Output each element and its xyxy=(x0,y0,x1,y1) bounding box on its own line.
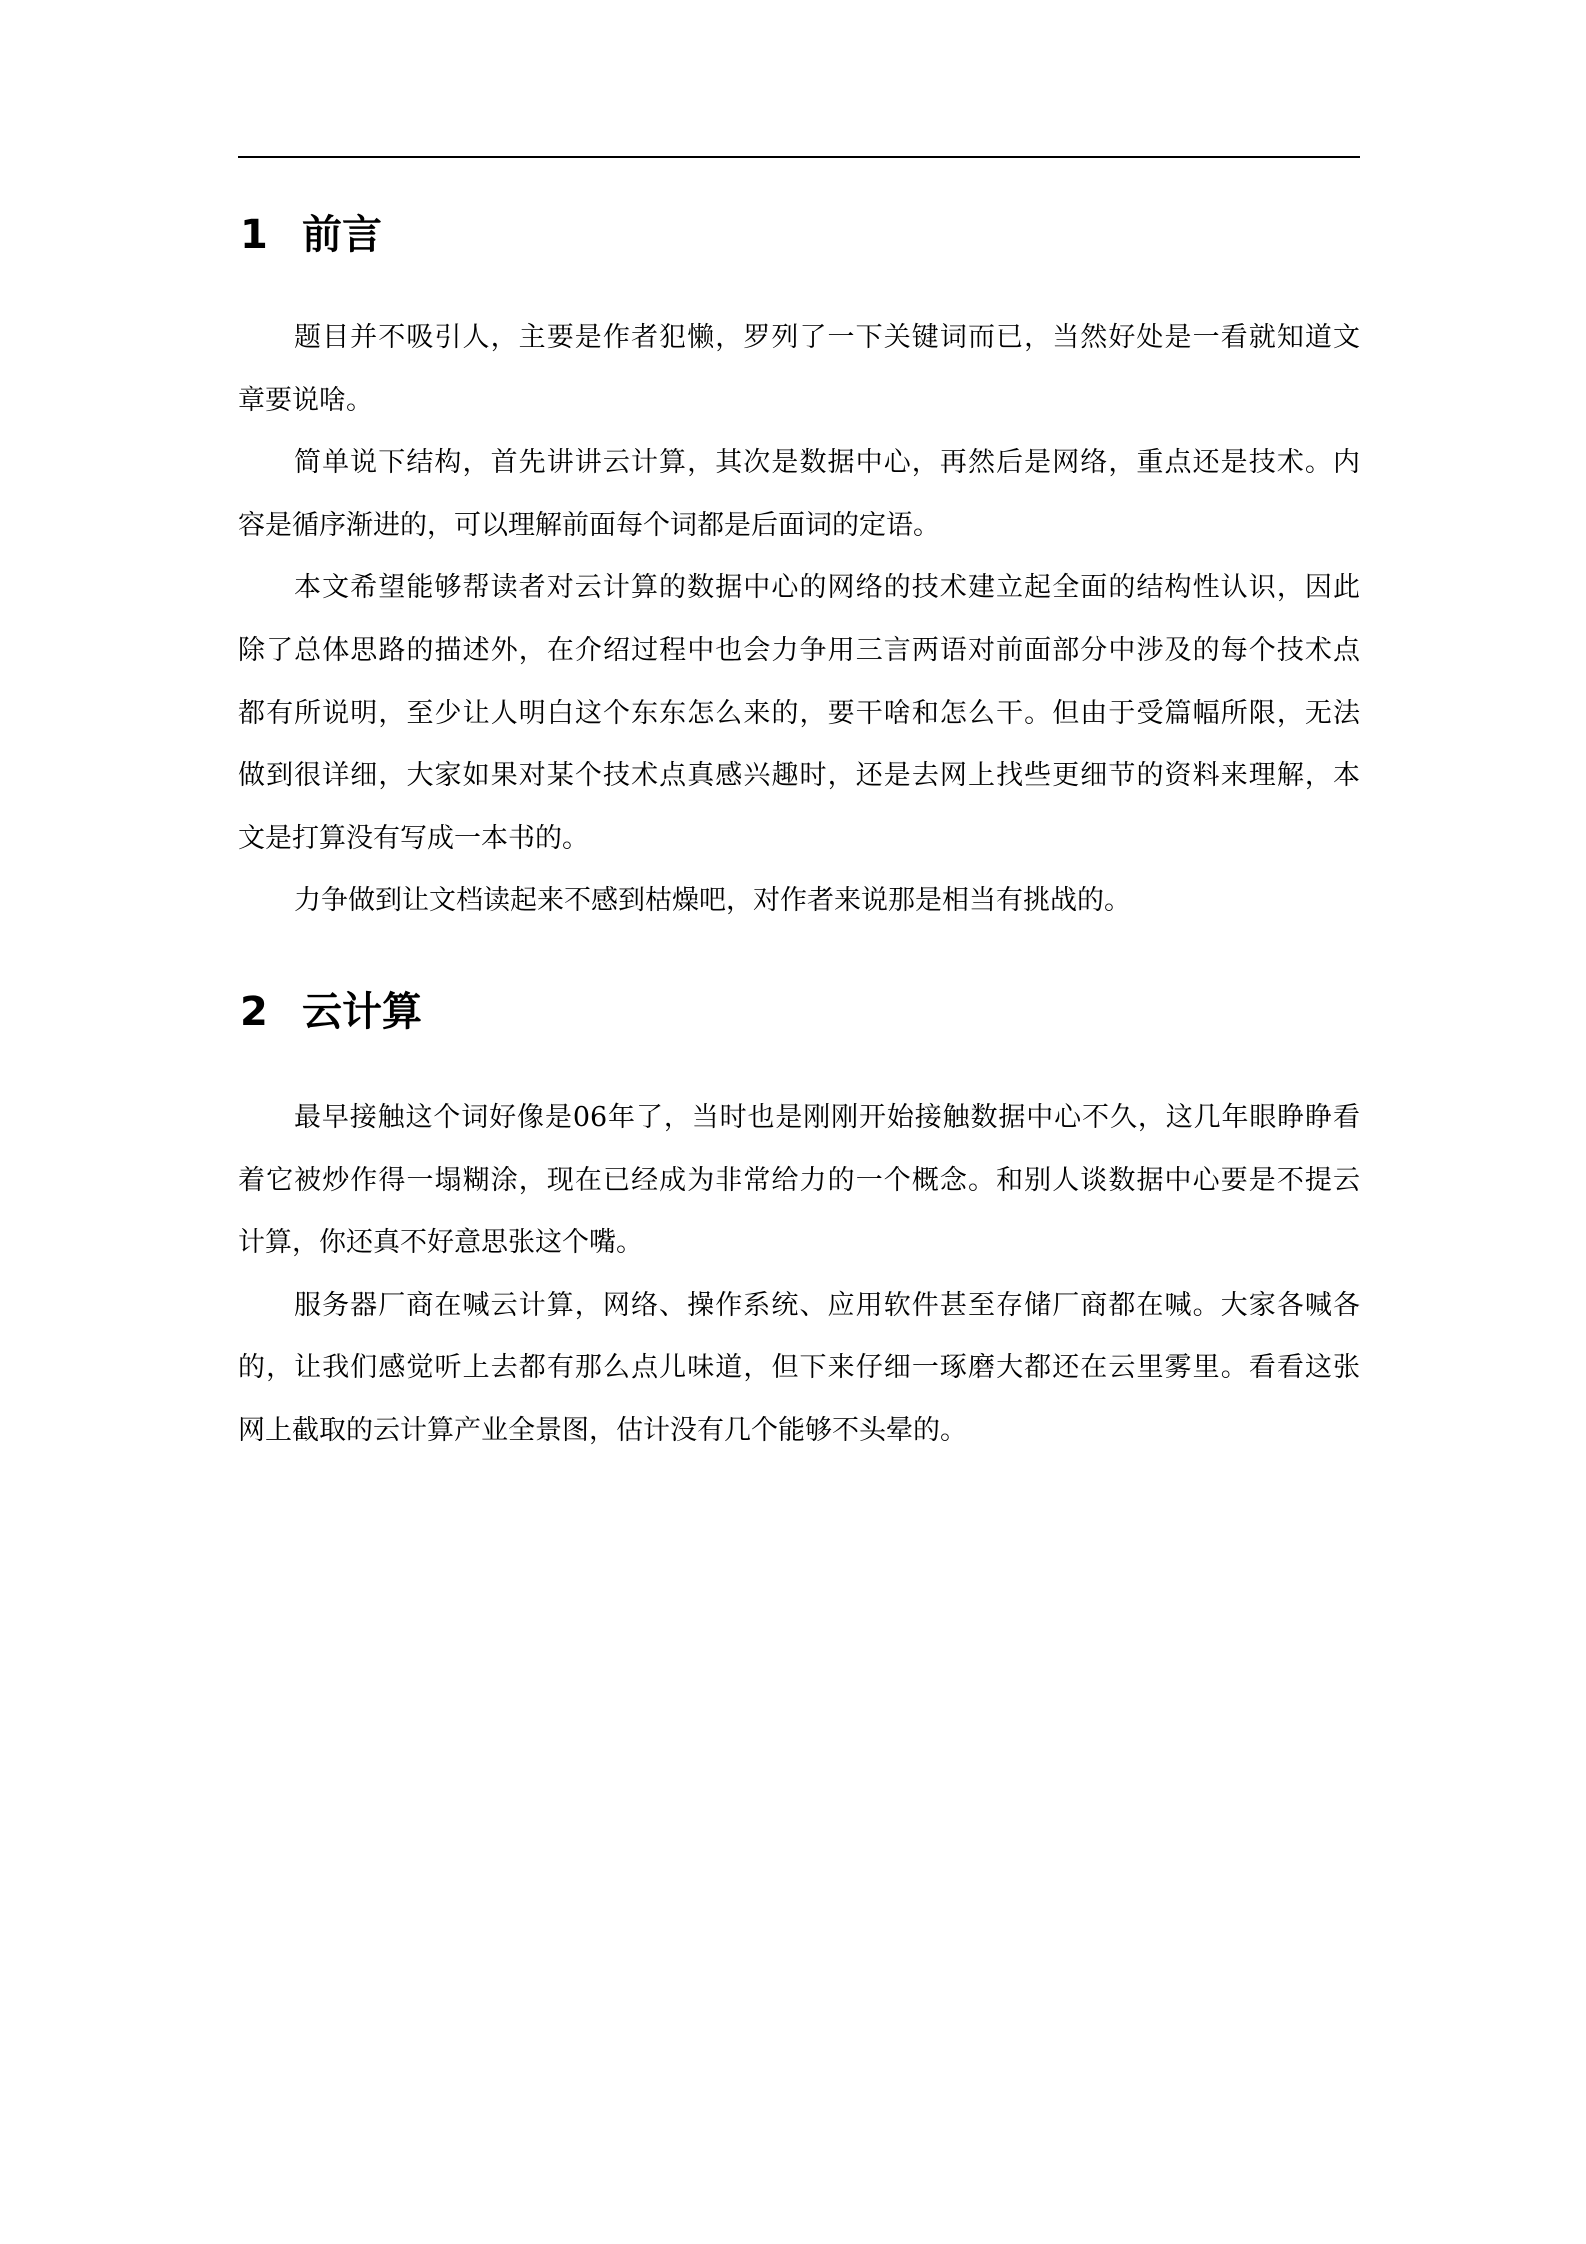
paragraph xyxy=(238,432,1360,557)
paragraph xyxy=(238,870,1360,933)
header-rule xyxy=(238,156,1360,158)
text-line: 除了总体思路的描述外，在介绍过程中也会力争用三言两语对前面部分中涉及的每个技术点 xyxy=(238,634,1360,666)
section-heading-1 xyxy=(240,205,382,265)
section-body-2 xyxy=(238,1087,1360,1463)
paragraph xyxy=(238,557,1360,870)
text-line: 做到很详细，大家如果对某个技术点真感兴趣时，还是去网上找些更细节的资料来理解，本 xyxy=(238,760,1360,792)
text-line: 服务器厂商在喊云计算，网络、操作系统、应用软件甚至存储厂商都在喊。大家各喊各 xyxy=(294,1289,1360,1321)
paragraph xyxy=(238,307,1360,432)
text-line: 章要说啥。 xyxy=(238,384,373,416)
text-line: 的，让我们感觉听上去都有那么点儿味道，但下来仔细一琢磨大都还在云里雾里。看看这张 xyxy=(238,1352,1360,1384)
section-number: 1 xyxy=(240,212,268,258)
text-line: 计算，你还真不好意思张这个嘴。 xyxy=(238,1227,643,1259)
text-line: 简单说下结构，首先讲讲云计算，其次是数据中心，再然后是网络，重点还是技术。内 xyxy=(294,447,1360,479)
text-line: 着它被炒作得一塌糊涂，现在已经成为非常给力的一个概念。和别人谈数据中心要是不提云 xyxy=(238,1164,1360,1196)
section-body-1 xyxy=(238,307,1360,933)
text-line: 网上截取的云计算产业全景图，估计没有几个能够不头晕的。 xyxy=(238,1414,967,1446)
text-line: 都有所说明，至少让人明白这个东东怎么来的，要干啥和怎么干。但由于受篇幅所限，无法 xyxy=(238,697,1360,729)
text-line: 本文希望能够帮读者对云计算的数据中心的网络的技术建立起全面的结构性认识，因此 xyxy=(294,572,1360,604)
text-line: 题目并不吸引人，主要是作者犯懒，罗列了一下关键词而已，当然好处是一看就知道文 xyxy=(294,322,1360,353)
section-number: 2 xyxy=(240,989,268,1035)
text-line: 容是循序渐进的，可以理解前面每个词都是后面词的定语。 xyxy=(238,509,940,541)
paragraph xyxy=(238,1275,1360,1463)
section-heading-2 xyxy=(240,982,422,1042)
section-title: 前言 xyxy=(302,212,382,258)
text-line: 最早接触这个词好像是06年了，当时也是刚刚开始接触数据中心不久，这几年眼睁睁看 xyxy=(294,1102,1360,1133)
section-title: 云计算 xyxy=(302,989,422,1035)
paragraph xyxy=(238,1087,1360,1275)
text-line: 力争做到让文档读起来不感到枯燥吧，对作者来说那是相当有挑战的。 xyxy=(294,885,1131,917)
text-line: 文是打算没有写成一本书的。 xyxy=(238,822,589,854)
